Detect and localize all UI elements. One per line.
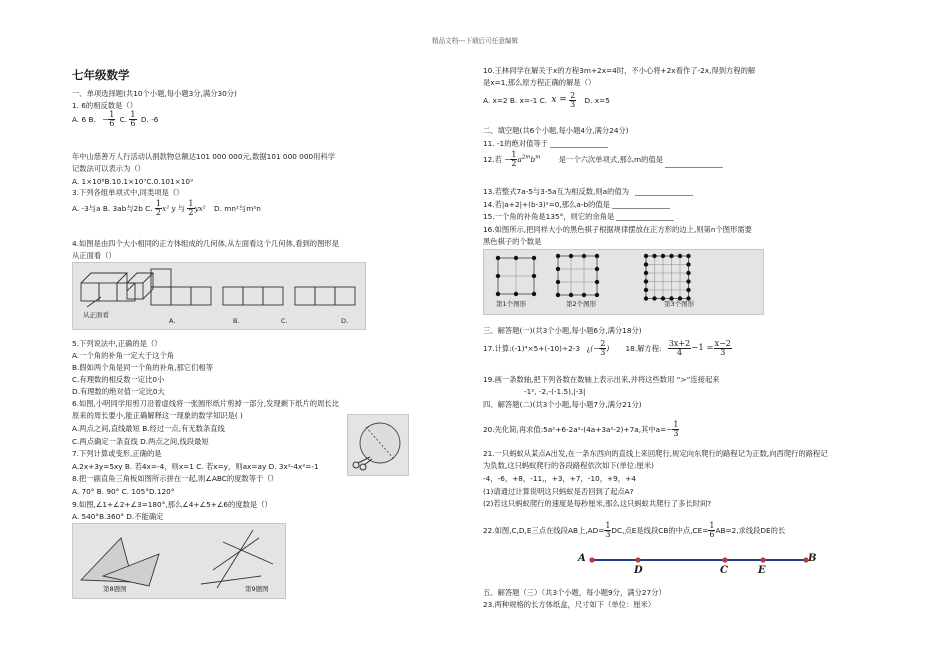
- question-5-option-c: C.有理数的相反数一定比0小: [72, 375, 165, 384]
- question-6-options-1: A.两点之间,直线最短 B.经过一点,有无数条直线: [72, 424, 225, 433]
- question-7-options: A.2x+3y=5xy B. 若4x=-4，则x=1 C. 若x=y，则ax=ay D. 3x²-4x²=-1: [72, 462, 319, 471]
- question-23: 23.两种规格的长方体纸盒，尺寸如下（单位：厘米）: [483, 600, 656, 609]
- question-21-line2: 为负数,这只蚂蚁爬行的各段路程依次如下(单位:厘米): [483, 461, 655, 470]
- question-12: 12.若 − $\frac{1}{2}$ $a^{2m}b^m$ 是一个六次单项式,那么m的值是: [483, 151, 723, 168]
- question-16-line1: 16.如图所示,把同样大小的黑色棋子根据规律摆放在正方形的边上,则第n个图形需要: [483, 225, 752, 234]
- page-header: 精品文档---下载后可任意编辑: [431, 37, 519, 45]
- option-d-label: D.: [341, 317, 349, 325]
- question-5: 5.下列说法中,正确的是（）: [72, 339, 162, 348]
- question-6-figure: [347, 414, 409, 476]
- question-11: 11. -1的绝对值等于: [483, 139, 608, 148]
- figure-1-caption: 第1个图形: [496, 300, 527, 308]
- question-2-options: A. 1×10⁸B.10.1×10⁷C.0.101×10⁹: [72, 177, 193, 186]
- question-13: 13.若整式7a-5与3-5a互为相反数,则a的值为: [483, 187, 693, 196]
- question-14: 14.若|a+2|+(b-3)²=0,那么a-b的值是: [483, 200, 670, 209]
- question-1-options: A. 6 B. − $\frac{1}{6}$ C. $\frac{1}{6}$ D. -6: [72, 110, 159, 128]
- point-e-label: E: [758, 565, 766, 576]
- question-9-options: A. 540°B.360° D.不能确定: [72, 512, 164, 521]
- question-16-line2: 黑色棋子的个数是: [483, 237, 542, 246]
- point-d-label: D: [634, 565, 643, 576]
- question-6-options-2: C.两点确定一条直线 D.两点之间,线段最短: [72, 437, 209, 446]
- question-22: 22.如图,C,D,E三点在线段AB上,AD= $\frac{1}{3}$ DC,点E是线段CB的中点,CE= $\frac{1}{6}$ AB=2,求线段DE的长: [483, 521, 786, 539]
- question-10-line2: 是x=1,那么原方程正确的解是（）: [483, 78, 596, 87]
- question-8-options: A. 70° B. 90° C. 105°D.120°: [72, 487, 175, 496]
- question-2-line2: 记数法可以表示为（）: [72, 164, 145, 173]
- question-21-part1: (1)请通过计算说明这只蚂蚁是否回到了起点A?: [483, 487, 634, 496]
- question-1: 1. 6的相反数是（）: [72, 101, 138, 110]
- page-title: 七年级数学: [72, 68, 130, 82]
- question-4-figure: [72, 262, 366, 330]
- point-c-label: C: [720, 565, 728, 576]
- figure-3-caption: 第3个图形: [664, 300, 695, 308]
- question-3-options: A. -3与a B. 3ab与2b C. $\frac{1}{2}$ x² y 与 $\frac{1}{2}$ yx² D. mn²与m²n: [72, 199, 261, 217]
- questions-17-18: 17.计算:(-1)⁴×5+(-10)÷2-3 ¿(− $\frac{2}{3}$ ) 18.解方程: $\frac{3x+2}{4}$ −1 = $\frac{x-2}{3}$: [483, 339, 731, 357]
- section-4-heading: 四、解答题(二)(共3个小题,每小题7分,满分21分): [483, 400, 642, 409]
- question-8: 8.把一副直角三角板如图所示拼在一起,则∠ABC的度数等于（）: [72, 474, 278, 483]
- question-15: 15.一个角的补角是135°，则它的余角是: [483, 212, 674, 221]
- question-19-line2: -1², -2,-(-1.5),|-3|: [524, 387, 586, 396]
- circle-paper-drawing: [348, 415, 408, 475]
- figure-2-caption: 第2个图形: [566, 300, 597, 308]
- option-b-label: B.: [233, 317, 240, 325]
- question-4-line2: 从正面看（）: [72, 251, 116, 260]
- question-9: 9.如图,∠1+∠2+∠3=180°,那么∠4+∠5+∠6的度数是（）: [72, 500, 272, 509]
- section-2-heading: 二、填空题(共6个小题,每小题4分,满分24分): [483, 126, 629, 135]
- figure-9-caption: 第9题图: [245, 585, 269, 593]
- front-view-label: 从正面看: [83, 311, 109, 319]
- question-5-option-b: B.假如两个角是同一个角的补角,那它们相等: [72, 363, 213, 372]
- section-3-heading: 三、解答题(一)(共3个小题,每小题6分,满分18分): [483, 326, 642, 335]
- question-6-line1: 6.如图,小明同学用剪刀沿着虚线将一张圆形纸片剪掉一部分,发现剩下纸片的周长比: [72, 399, 339, 408]
- option-c-label: C.: [281, 317, 288, 325]
- section-5-heading: 五、解答题（三）（共3个小题，每小题9分，满分27分）: [483, 588, 666, 597]
- question-21-line1: 21.一只蚂蚁从某点A出发,在一条东西向的直线上来回爬行,规定向东爬行的路程记为正数,向西爬行的路程记: [483, 449, 828, 458]
- question-3: 3.下列各组单项式中,同类项是（）: [72, 188, 184, 197]
- question-20: 20.先化简,再求值:5a²+6-2a²-(4a+3a²-2)+7a,其中a=− $\frac{1}{3}$: [483, 420, 679, 438]
- option-a-label: A.: [169, 317, 176, 325]
- question-21-data: -4，-6，+8，-11,，+3，+7，-10，+9，+4: [483, 474, 636, 483]
- question-4-line1: 4.如图是由四个大小相同的正方体组成的几何体,从左面看这个几何体,看到的图形是: [72, 239, 339, 248]
- point-b-label: B: [808, 553, 817, 564]
- question-21-part2: (2)若这只蚂蚁爬行的速度是每秒厘米,那么这只蚂蚁共爬行了多长时间?: [483, 499, 712, 508]
- section-1-heading: 一、单项选择题(共10个小题,每小题3分,满分30分): [72, 89, 237, 98]
- question-19-line1: 19.画一条数轴,把下列各数在数轴上表示出来,并将这些数用 “>”连接起来: [483, 375, 720, 384]
- question-5-option-d: D.有理数的绝对值一定比0大: [72, 387, 165, 396]
- cubes-drawing: [73, 263, 365, 329]
- question-10-options: A. x=2 B. x=-1 C. x = $\frac{2}{3}$ D. x=5: [483, 91, 610, 109]
- question-10-line1: 10.王林同学在解关于x的方程3m+2x=4时，不小心将+2x看作了-2x,得到方程的解: [483, 66, 756, 75]
- question-2-line1: 年中山慈善万人行活动认捐款物总额达101 000 000元,数据101 000 000用科学: [72, 152, 335, 161]
- figure-8-caption: 第8题图: [103, 585, 127, 593]
- question-6-line2: 原来的周长要小,能正确解释这一现象的数学知识是( ): [72, 411, 243, 420]
- question-7: 7.下列计算或变形,正确的是: [72, 449, 162, 458]
- point-a-label: A: [578, 553, 586, 564]
- question-5-option-a: A.一个角的补角一定大于这个角: [72, 351, 175, 360]
- question-16-figure: [483, 249, 764, 315]
- segment-ab-figure: [570, 550, 830, 580]
- questions-8-9-figure: [72, 523, 286, 599]
